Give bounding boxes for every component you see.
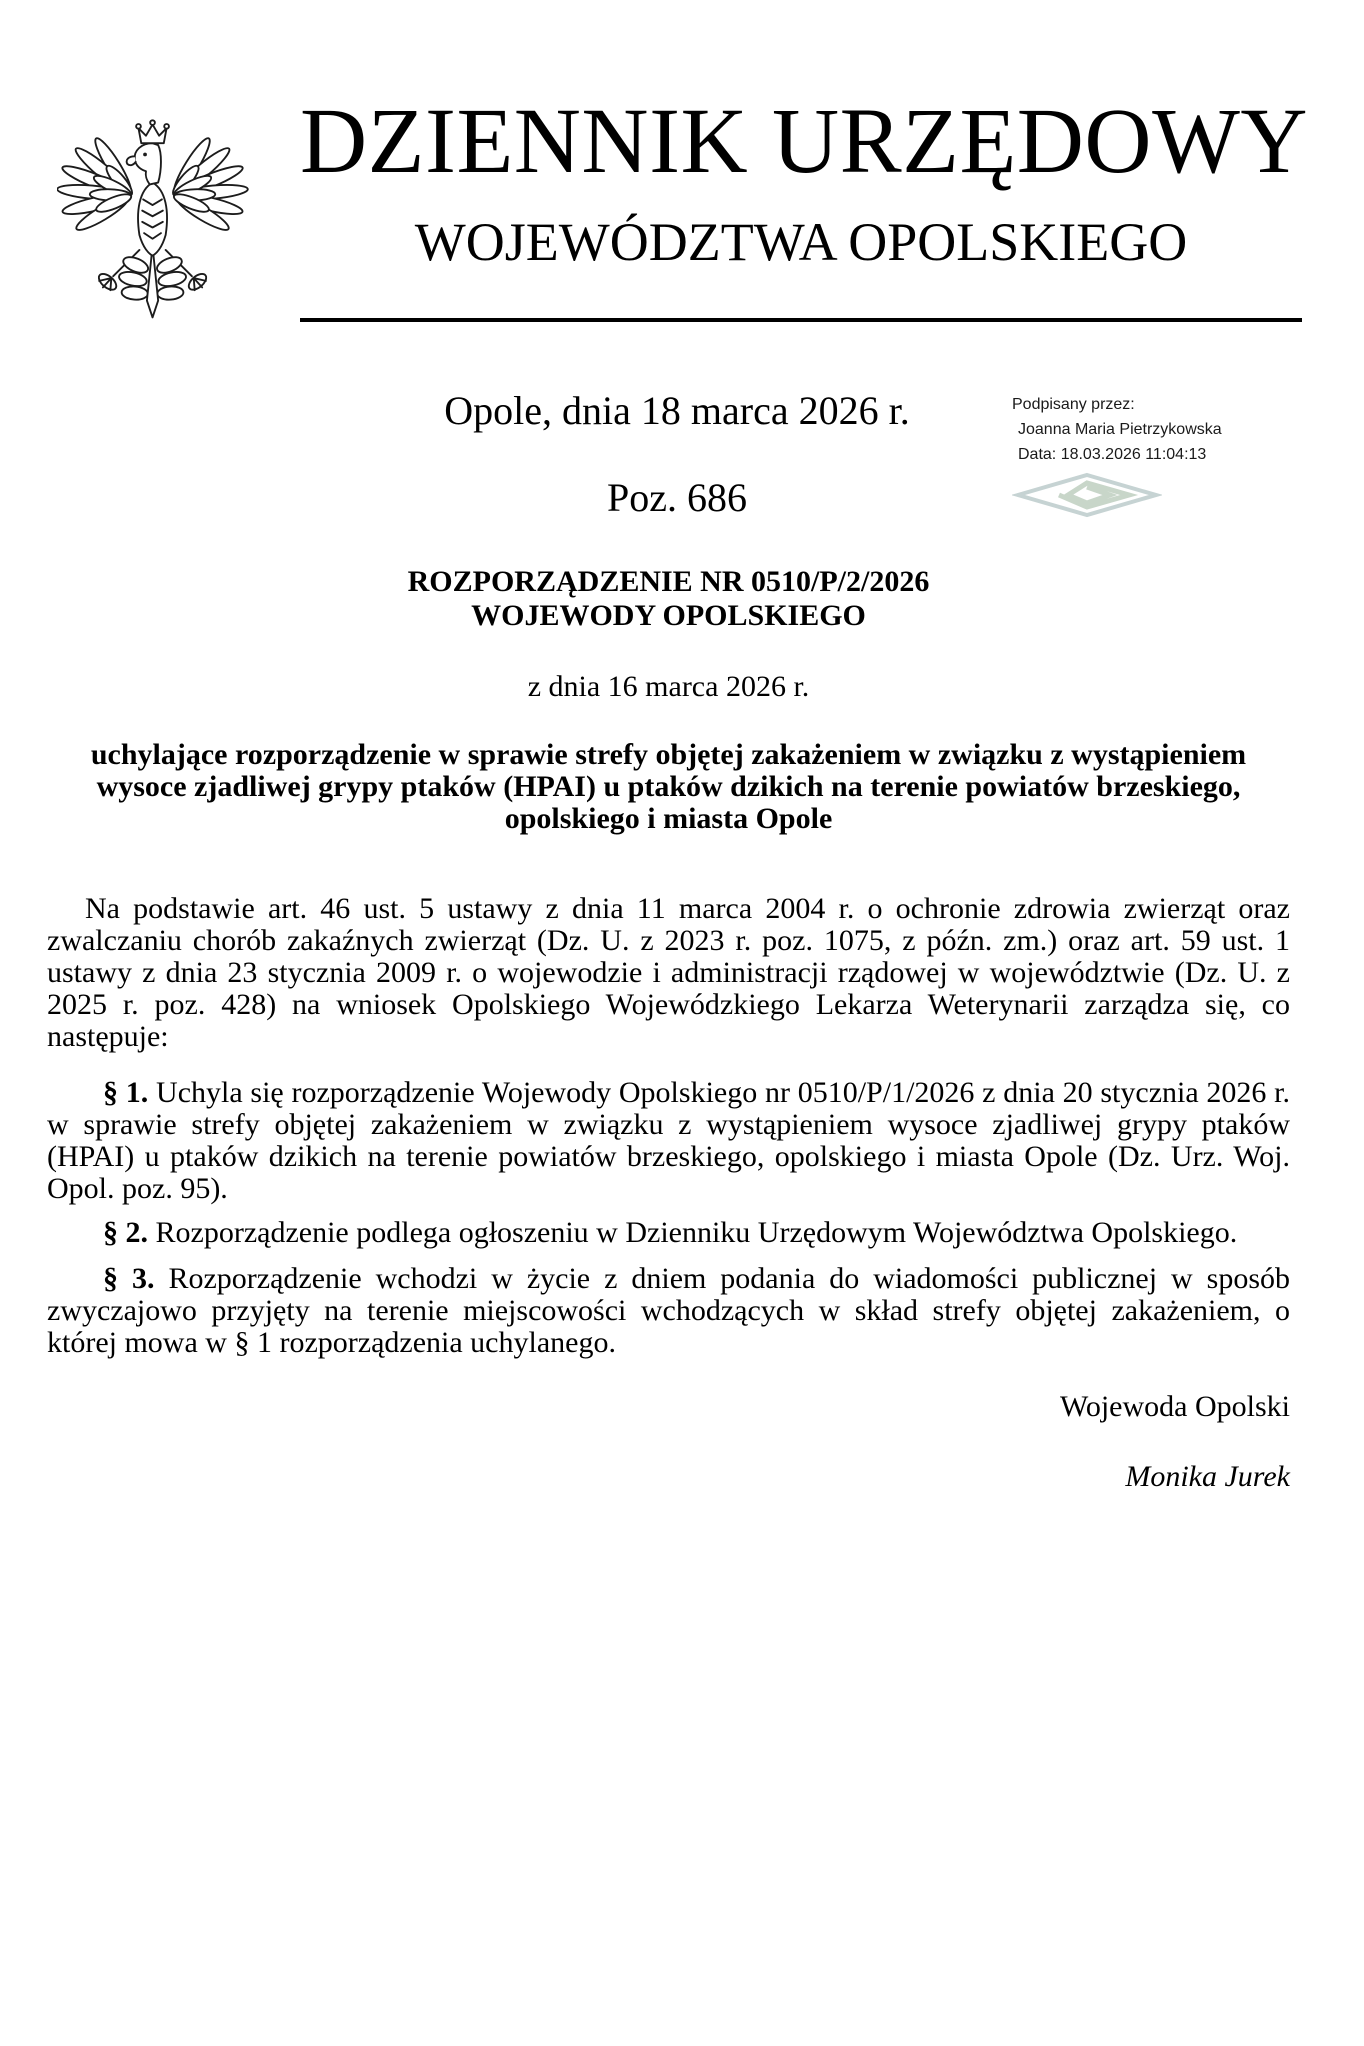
paragraph-marker: § 2. bbox=[103, 1216, 148, 1249]
paragraph-3 bbox=[47, 1263, 1290, 1359]
position-number: Poz. 686 bbox=[607, 475, 747, 520]
paragraph-preamble bbox=[47, 893, 1290, 1053]
act-subject: uchylające rozporządzenie w sprawie strefy objętej zakażeniem w związku z wystąpieniem wysoce zjadliwej grypy ptaków (HPAI) u ptaków dzikich na terenie powiatów brzeskiego, opolskiego i miasta Opole bbox=[90, 738, 1247, 835]
masthead bbox=[300, 90, 1309, 272]
polish-eagle-emblem bbox=[57, 116, 249, 324]
signer-name: Joanna Maria Pietrzykowska bbox=[1018, 421, 1222, 438]
signoff-name: Monika Jurek bbox=[1125, 1460, 1290, 1493]
signature-date: Data: 18.03.2026 11:04:13 bbox=[1018, 446, 1207, 463]
paragraph-1 bbox=[47, 1077, 1290, 1205]
signature-block bbox=[1012, 392, 1312, 518]
paragraph-marker: § 3. bbox=[103, 1262, 155, 1295]
e-signature-diamond-logo bbox=[1012, 472, 1162, 518]
journal-title: DZIENNIK URZĘDOWY bbox=[300, 90, 1309, 193]
paragraph-text: Rozporządzenie wchodzi w życie z dniem podania do wiadomości publicznej w sposób zwyczajowo przyjęty na terenie miejscowości wchodzących w skład strefy objętej zakażeniem, o której mowa w § 1 rozporządzenia uchylanego. bbox=[47, 1262, 1291, 1359]
act-body bbox=[47, 565, 1290, 1493]
paragraph-text: Uchyla się rozporządzenie Wojewody Opolskiego nr 0510/P/1/2026 z dnia 20 stycznia 2026 r. w sprawie strefy objętej zakażeniem w związku z wystąpieniem wysoce zjadliwej grypy ptaków (HPAI) u ptaków dzikich na terenie powiatów brzeskiego, opolskiego i miasta Opole (Dz. Urz. Woj. Opol. poz. 95). bbox=[47, 1076, 1291, 1205]
act-title-line2: WOJEWODY OPOLSKIEGO bbox=[471, 599, 866, 632]
act-title-line1: ROZPORZĄDZENIE NR 0510/P/2/2026 bbox=[407, 565, 930, 598]
header-divider bbox=[300, 318, 1302, 322]
act-date: z dnia 16 marca 2026 r. bbox=[527, 670, 810, 703]
paragraph-text: Na podstawie art. 46 ust. 5 ustawy z dnia 11 marca 2004 r. o ochronie zdrowia zwierząt oraz zwalczaniu chorób zakaźnych zwierząt (Dz. U. z 2023 r. poz. 1075, z późn. zm.) oraz art. 59 ust. 1 ustawy z dnia 23 stycznia 2009 r. o wojewodzie i administracji rządowej w województwie (Dz. U. z 2025 r. poz. 428) na wniosek Opolskiego Wojewódzkiego Lekarza Weterynarii zarządza się, co następuje: bbox=[47, 892, 1290, 1053]
signoff-title: Wojewoda Opolski bbox=[1059, 1390, 1290, 1423]
dateline: Opole, dnia 18 marca 2026 r. bbox=[444, 388, 910, 433]
signed-by-label: Podpisany przez: bbox=[1012, 396, 1135, 413]
polish-eagle-drawing bbox=[57, 116, 249, 324]
paragraph-marker: § 1. bbox=[103, 1076, 149, 1109]
paragraph-2 bbox=[47, 1217, 1290, 1249]
journal-subtitle: WOJEWÓDZTWA OPOLSKIEGO bbox=[414, 212, 1188, 272]
act-title bbox=[47, 565, 1290, 633]
paragraph-text: Rozporządzenie podlega ogłoszeniu w Dzienniku Urzędowym Województwa Opolskiego. bbox=[155, 1216, 1238, 1249]
